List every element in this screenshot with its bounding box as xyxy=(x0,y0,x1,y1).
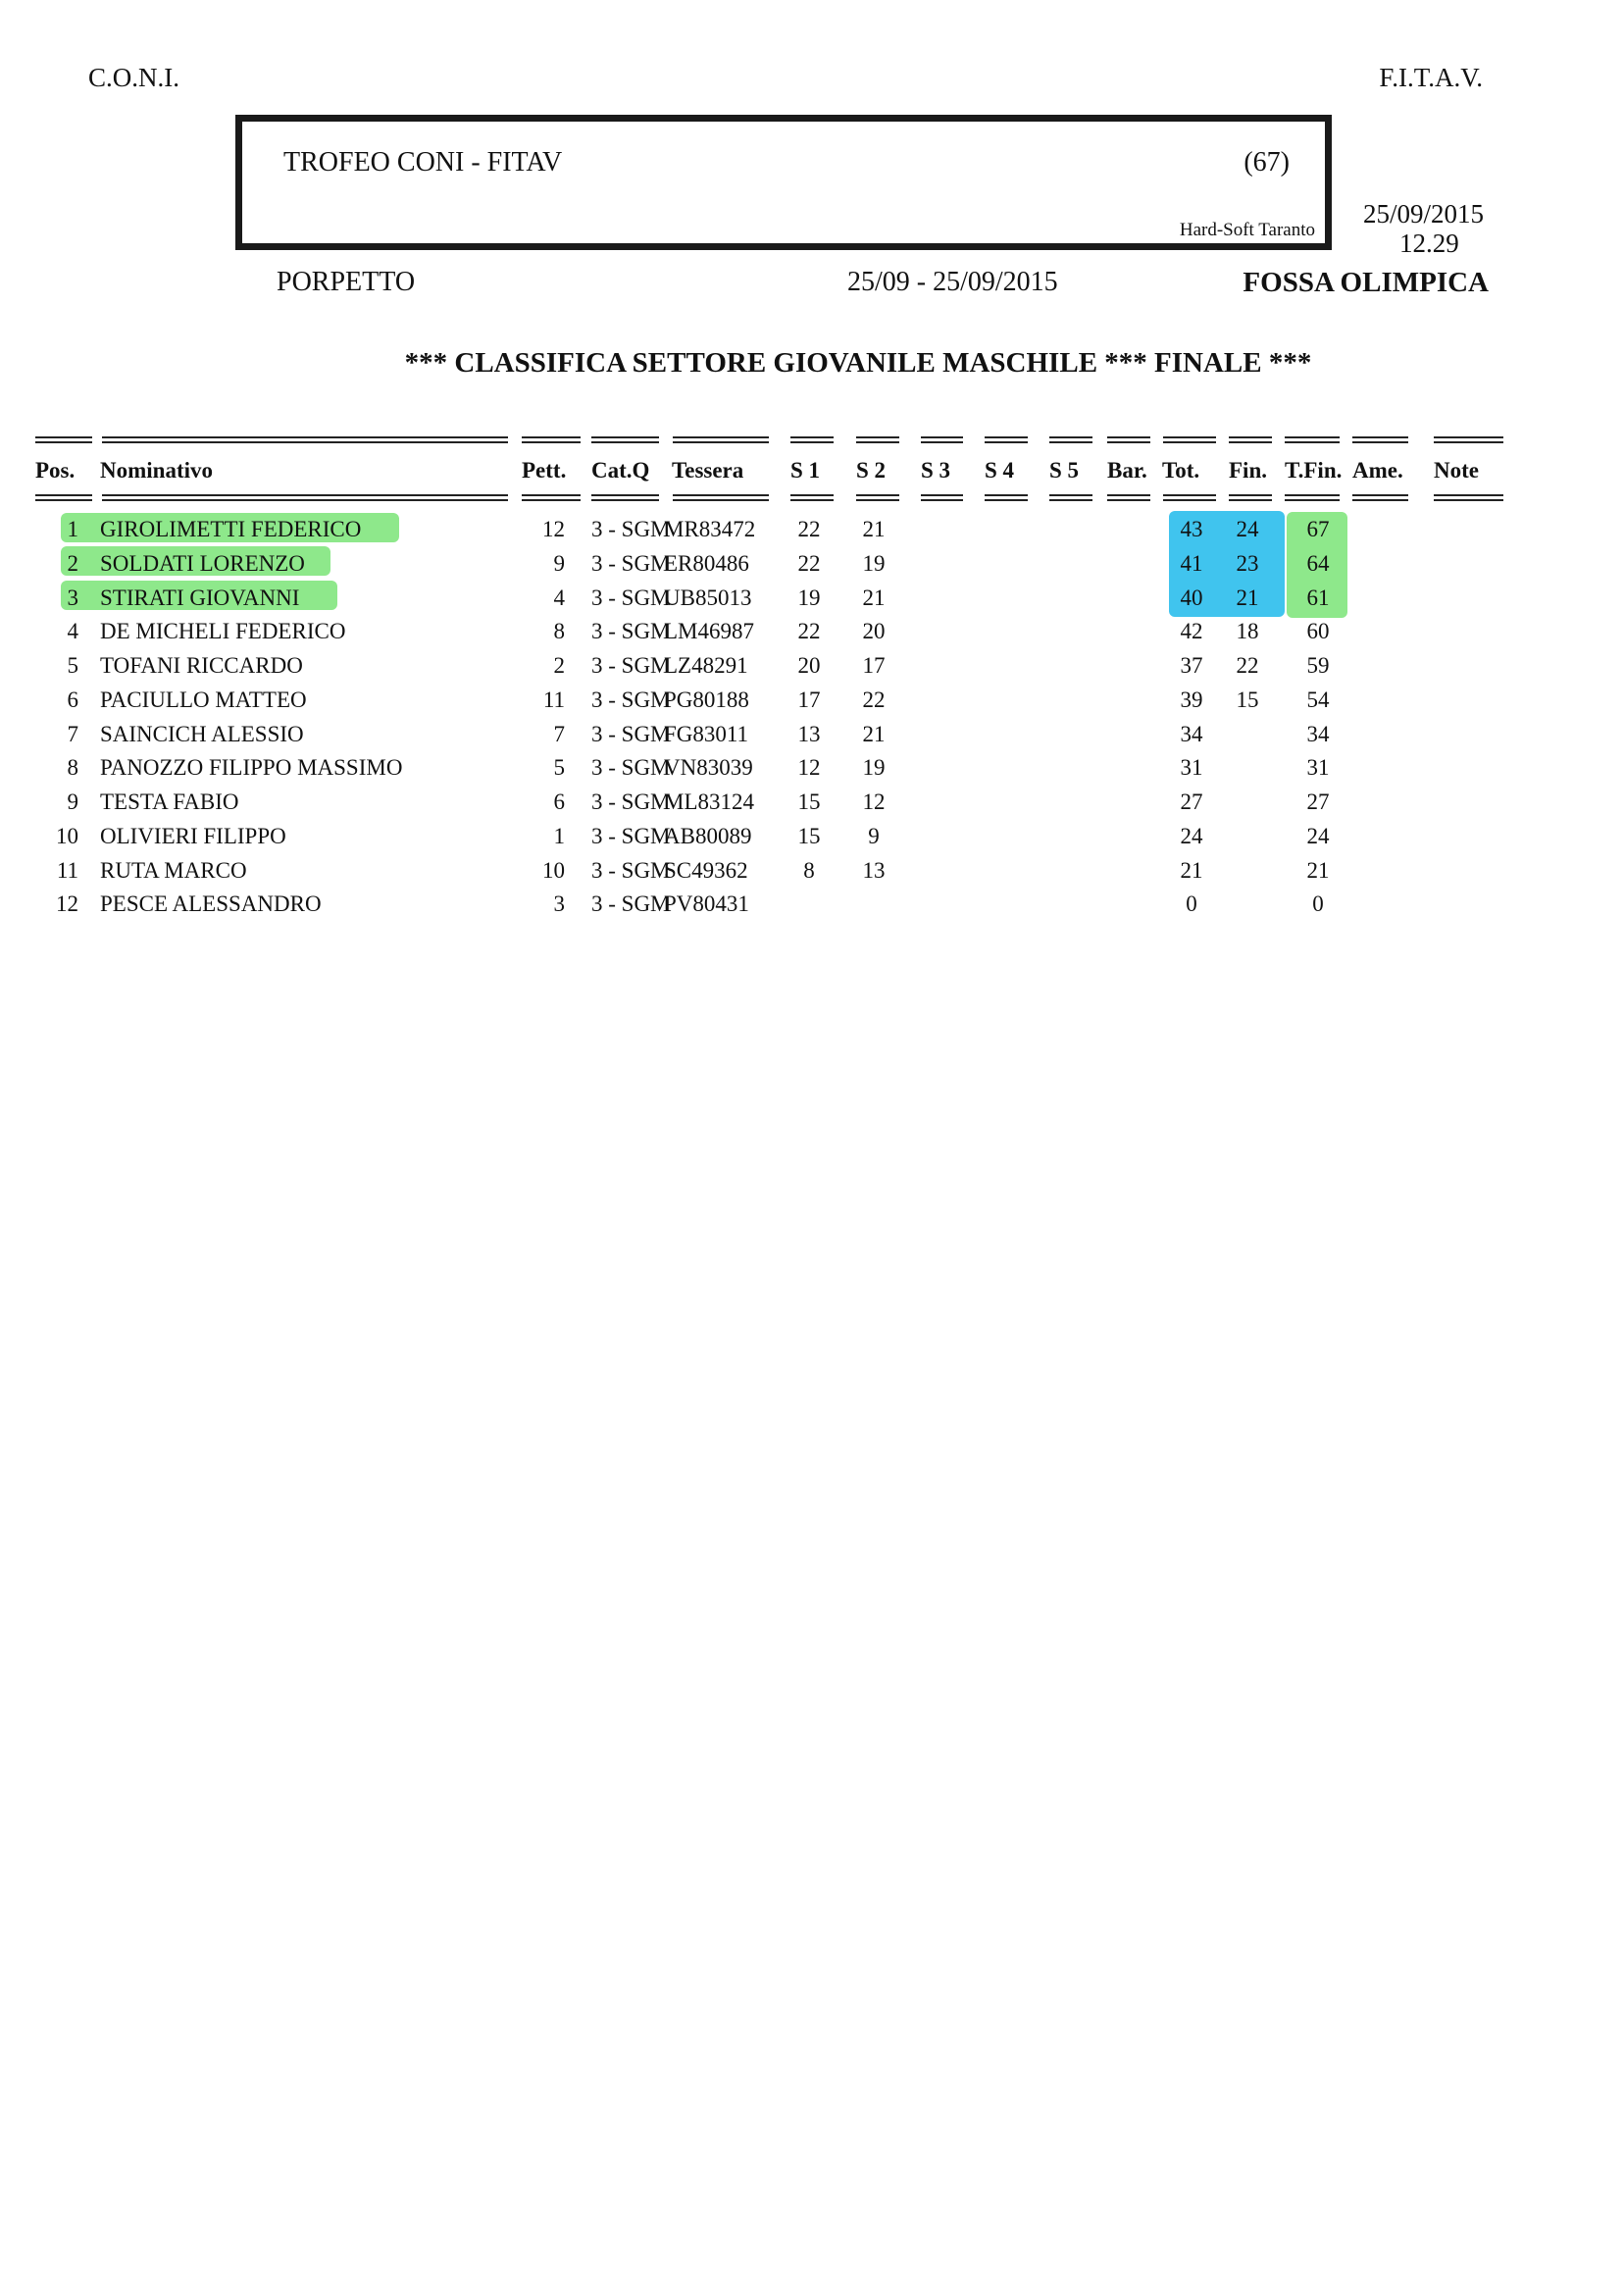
right-org-label: F.I.T.A.V. xyxy=(1379,63,1483,92)
table-row xyxy=(0,858,1624,890)
ranking-title: *** CLASSIFICA SETTORE GIOVANILE MASCHILE *** FINALE *** xyxy=(404,347,1312,379)
row-card-number: PG80188 xyxy=(664,687,749,712)
record-count: (67) xyxy=(1243,147,1290,178)
row-total-final: 34 xyxy=(1306,722,1330,746)
row-total-final: 31 xyxy=(1306,755,1330,780)
venue: PORPETTO xyxy=(277,267,416,297)
row-bib: 10 xyxy=(542,858,565,883)
column-header: Pett. xyxy=(522,458,567,483)
row-position: 12 xyxy=(56,891,78,916)
row-total: 27 xyxy=(1180,789,1203,814)
top-header-rule xyxy=(673,436,769,443)
row-series-2: 19 xyxy=(862,551,886,576)
row-name: PESCE ALESSANDRO xyxy=(100,891,322,916)
row-name: STIRATI GIOVANNI xyxy=(100,585,300,610)
row-card-number: UB85013 xyxy=(664,585,752,610)
row-series-1: 22 xyxy=(797,551,821,576)
bottom-header-rule xyxy=(985,494,1028,501)
top-header-rule xyxy=(790,436,834,443)
column-header: Tessera xyxy=(672,458,744,483)
row-total: 39 xyxy=(1180,687,1203,712)
table-row xyxy=(0,619,1624,650)
row-category: 3 - SGM xyxy=(591,653,671,678)
top-header-rule xyxy=(1229,436,1272,443)
row-series-1: 8 xyxy=(803,858,815,883)
row-series-2: 22 xyxy=(862,687,886,712)
row-bib: 1 xyxy=(553,824,565,848)
row-series-1: 22 xyxy=(797,619,821,643)
row-series-2: 17 xyxy=(862,653,886,678)
row-position: 10 xyxy=(56,824,78,848)
bottom-header-rule xyxy=(921,494,963,501)
row-bib: 11 xyxy=(542,687,565,712)
column-header: Fin. xyxy=(1229,458,1267,483)
bottom-header-rule xyxy=(591,494,659,501)
row-category: 3 - SGM xyxy=(591,755,671,780)
bottom-header-rule xyxy=(1049,494,1092,501)
row-category: 3 - SGM xyxy=(591,687,671,712)
bottom-header-rule xyxy=(1285,494,1340,501)
row-total: 24 xyxy=(1180,824,1203,848)
column-header: T.Fin. xyxy=(1285,458,1343,483)
row-name: TESTA FABIO xyxy=(100,789,239,814)
top-header-rule xyxy=(921,436,963,443)
row-category: 3 - SGM xyxy=(591,585,671,610)
row-card-number: VN83039 xyxy=(664,755,753,780)
bottom-header-rule xyxy=(1352,494,1408,501)
row-name: SAINCICH ALESSIO xyxy=(100,722,304,746)
table-row xyxy=(0,653,1624,685)
bottom-header-rule xyxy=(673,494,769,501)
row-name: TOFANI RICCARDO xyxy=(100,653,303,678)
row-category: 3 - SGM xyxy=(591,517,671,541)
row-name: DE MICHELI FEDERICO xyxy=(100,619,346,643)
top-header-rule xyxy=(35,436,92,443)
bottom-header-rule xyxy=(1107,494,1150,501)
row-category: 3 - SGM xyxy=(591,891,671,916)
row-card-number: PV80431 xyxy=(664,891,749,916)
row-category: 3 - SGM xyxy=(591,722,671,746)
row-bib: 8 xyxy=(553,619,565,643)
row-total: 43 xyxy=(1180,517,1203,541)
table-row xyxy=(0,551,1624,583)
row-series-1: 15 xyxy=(797,789,821,814)
row-total-final: 59 xyxy=(1306,653,1330,678)
row-card-number: MR83472 xyxy=(664,517,756,541)
top-header-rule xyxy=(1049,436,1092,443)
row-bib: 9 xyxy=(553,551,565,576)
row-series-2: 19 xyxy=(862,755,886,780)
table-row xyxy=(0,585,1624,617)
row-name: OLIVIERI FILIPPO xyxy=(100,824,286,848)
column-header: Ame. xyxy=(1352,458,1403,483)
column-header: S 4 xyxy=(985,458,1015,483)
row-position: 8 xyxy=(67,755,78,780)
row-card-number: SC49362 xyxy=(664,858,748,883)
discipline: FOSSA OLIMPICA xyxy=(1243,267,1489,298)
column-header: Tot. xyxy=(1162,458,1200,483)
row-series-1: 19 xyxy=(797,585,821,610)
row-total-final: 67 xyxy=(1306,517,1330,541)
row-total-final: 64 xyxy=(1306,551,1330,576)
row-card-number: FG83011 xyxy=(664,722,749,746)
row-bib: 5 xyxy=(553,755,565,780)
row-series-1: 22 xyxy=(797,517,821,541)
row-category: 3 - SGM xyxy=(591,824,671,848)
row-name: PANOZZO FILIPPO MASSIMO xyxy=(100,755,403,780)
row-series-2: 20 xyxy=(862,619,886,643)
row-card-number: AB80089 xyxy=(664,824,752,848)
top-header-rule xyxy=(1352,436,1408,443)
row-final: 23 xyxy=(1236,551,1259,576)
event-title: TROFEO CONI - FITAV xyxy=(283,147,563,178)
row-series-1: 17 xyxy=(797,687,821,712)
table-row xyxy=(0,789,1624,821)
row-total: 40 xyxy=(1180,585,1203,610)
bottom-header-rule xyxy=(1163,494,1216,501)
column-header: S 2 xyxy=(856,458,887,483)
row-category: 3 - SGM xyxy=(591,789,671,814)
row-position: 1 xyxy=(67,517,78,541)
bottom-header-rule xyxy=(35,494,92,501)
row-series-2: 9 xyxy=(868,824,880,848)
row-total-final: 61 xyxy=(1306,585,1330,610)
row-position: 11 xyxy=(56,858,78,883)
row-total-final: 27 xyxy=(1306,789,1330,814)
row-bib: 2 xyxy=(553,653,565,678)
row-total: 42 xyxy=(1180,619,1203,643)
row-bib: 4 xyxy=(553,585,565,610)
row-name: PACIULLO MATTEO xyxy=(100,687,307,712)
event-title-box xyxy=(235,115,1332,250)
row-total-final: 21 xyxy=(1306,858,1330,883)
row-series-2: 12 xyxy=(862,789,886,814)
row-card-number: LZ48291 xyxy=(664,653,748,678)
row-series-2: 13 xyxy=(862,858,886,883)
row-name: RUTA MARCO xyxy=(100,858,247,883)
top-header-rule xyxy=(1434,436,1503,443)
row-name: SOLDATI LORENZO xyxy=(100,551,305,576)
row-final: 21 xyxy=(1236,585,1259,610)
column-header: Cat.Q xyxy=(591,458,650,483)
row-category: 3 - SGM xyxy=(591,858,671,883)
column-header: S 3 xyxy=(921,458,951,483)
table-row xyxy=(0,687,1624,719)
row-card-number: ML83124 xyxy=(664,789,754,814)
row-series-2: 21 xyxy=(862,585,886,610)
row-position: 2 xyxy=(67,551,78,576)
top-header-rule xyxy=(522,436,581,443)
top-header-rule xyxy=(985,436,1028,443)
row-name: GIROLIMETTI FEDERICO xyxy=(100,517,362,541)
column-header: Note xyxy=(1434,458,1479,483)
column-header: Bar. xyxy=(1107,458,1147,483)
row-total: 37 xyxy=(1180,653,1203,678)
row-position: 3 xyxy=(67,585,78,610)
row-position: 5 xyxy=(67,653,78,678)
top-header-rule xyxy=(1285,436,1340,443)
left-org-label: C.O.N.I. xyxy=(88,63,179,92)
row-card-number: ER80486 xyxy=(664,551,749,576)
column-header: S 1 xyxy=(790,458,821,483)
row-series-1: 13 xyxy=(797,722,821,746)
top-header-rule xyxy=(856,436,899,443)
bottom-header-rule xyxy=(102,494,508,501)
bottom-header-rule xyxy=(856,494,899,501)
row-total-final: 0 xyxy=(1312,891,1324,916)
row-position: 4 xyxy=(67,619,78,643)
row-final: 24 xyxy=(1236,517,1259,541)
row-total: 41 xyxy=(1180,551,1203,576)
row-total: 34 xyxy=(1180,722,1203,746)
row-bib: 7 xyxy=(553,722,565,746)
row-bib: 3 xyxy=(553,891,565,916)
row-series-1: 15 xyxy=(797,824,821,848)
bottom-header-rule xyxy=(522,494,581,501)
row-category: 3 - SGM xyxy=(591,619,671,643)
row-total-final: 60 xyxy=(1306,619,1330,643)
row-total-final: 24 xyxy=(1306,824,1330,848)
row-series-1: 12 xyxy=(797,755,821,780)
column-header: S 5 xyxy=(1049,458,1080,483)
column-header: Nominativo xyxy=(100,458,213,483)
row-total: 0 xyxy=(1186,891,1197,916)
row-total: 21 xyxy=(1180,858,1203,883)
row-card-number: LM46987 xyxy=(664,619,754,643)
table-row xyxy=(0,824,1624,855)
row-total-final: 54 xyxy=(1306,687,1330,712)
row-position: 9 xyxy=(67,789,78,814)
table-row xyxy=(0,722,1624,753)
row-final: 22 xyxy=(1236,653,1259,678)
row-position: 7 xyxy=(67,722,78,746)
row-series-1: 20 xyxy=(797,653,821,678)
print-date: 25/09/2015 xyxy=(1363,199,1485,229)
row-bib: 6 xyxy=(553,789,565,814)
row-final: 18 xyxy=(1236,619,1259,643)
print-time: 12.29 xyxy=(1399,229,1459,258)
row-position: 6 xyxy=(67,687,78,712)
column-header: Pos. xyxy=(35,458,76,483)
table-row xyxy=(0,891,1624,923)
row-series-2: 21 xyxy=(862,517,886,541)
row-final: 15 xyxy=(1236,687,1259,712)
table-row xyxy=(0,517,1624,548)
bottom-header-rule xyxy=(1434,494,1503,501)
bottom-header-rule xyxy=(1229,494,1272,501)
row-series-2: 21 xyxy=(862,722,886,746)
bottom-header-rule xyxy=(790,494,834,501)
row-total: 31 xyxy=(1180,755,1203,780)
row-bib: 12 xyxy=(542,517,565,541)
top-header-rule xyxy=(591,436,659,443)
top-header-rule xyxy=(1163,436,1216,443)
table-row xyxy=(0,755,1624,787)
row-category: 3 - SGM xyxy=(591,551,671,576)
software-credit: Hard-Soft Taranto xyxy=(1179,220,1315,240)
top-header-rule xyxy=(1107,436,1150,443)
top-header-rule xyxy=(102,436,508,443)
date-range: 25/09 - 25/09/2015 xyxy=(847,267,1058,297)
